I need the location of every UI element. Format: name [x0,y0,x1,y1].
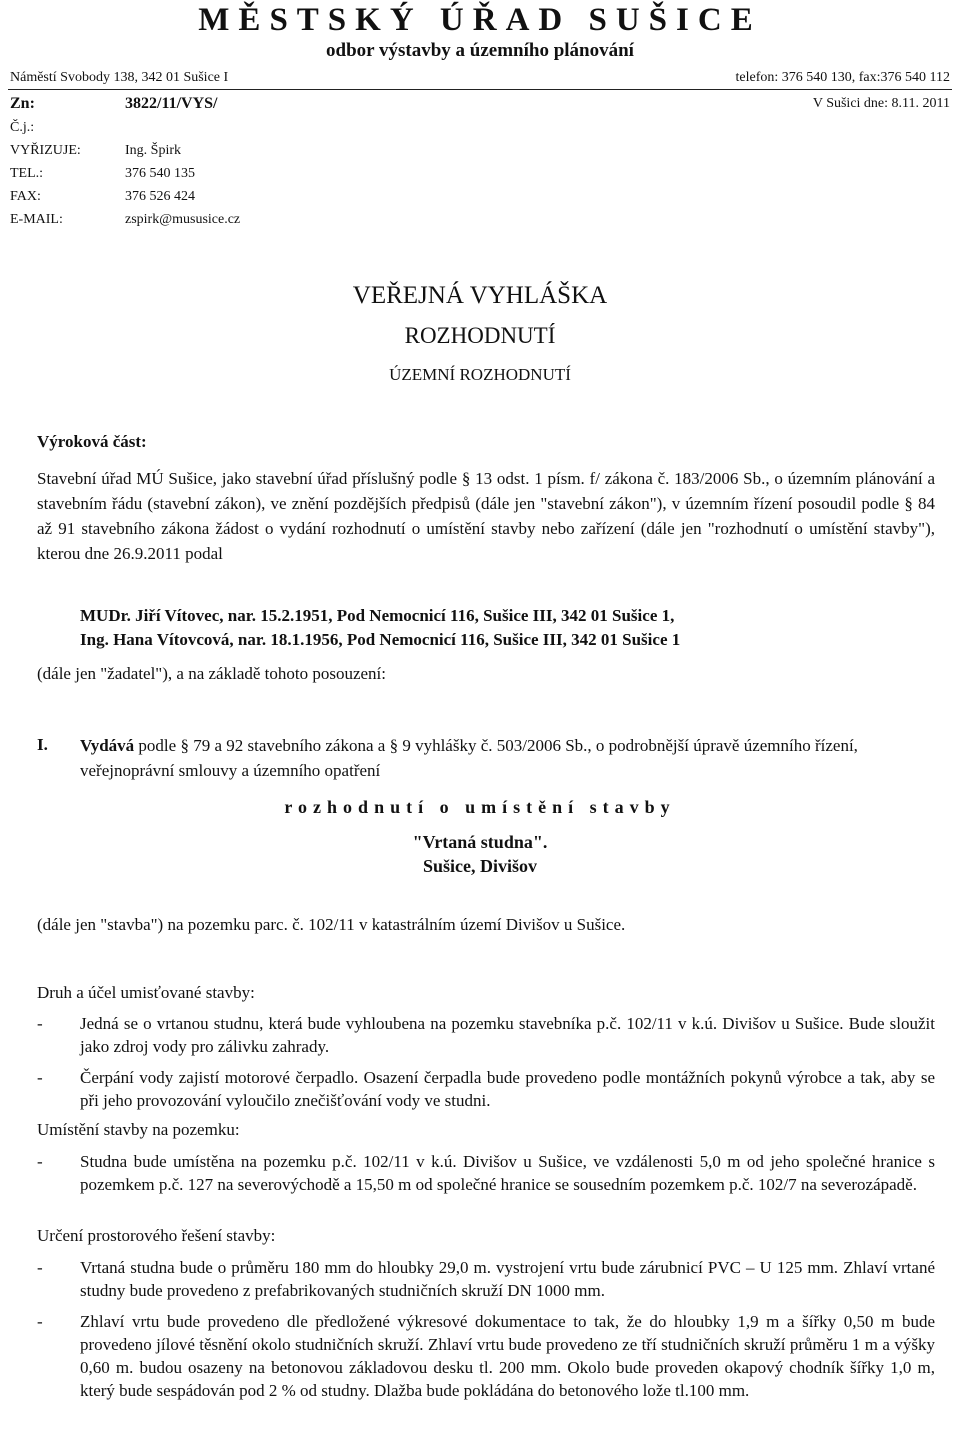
issue-date: V Sušici dne: 8.11. 2011 [812,96,950,111]
verdict-heading: Výroková část: [37,432,147,451]
list-bullet: - [37,1068,43,1087]
type-item-2: Čerpání vody zajistí motorové čerpadlo. Osazení čerpadla bude provedeno podle montážních pokynů výrobce a tak, aby se při jeho provozování vyloučilo znečišťování vody ve studni. [80,1068,935,1110]
public-notice-title: VEŘEJNÁ VYHLÁŠKA [352,282,608,309]
email-label: E-MAIL: [10,212,63,227]
header-divider [8,89,952,90]
department-name: odbor výstavby a územního plánování [326,40,634,61]
tel-value: 376 540 135 [125,166,195,181]
list-bullet: - [37,1258,43,1277]
parcel-note: (dále jen "stavba") na pozemku parc. č. 102/11 v katastrálním území Divišov u Sušice. [37,915,626,934]
applicant-note: (dále jen "žadatel"), a na základě tohoto posouzení: [37,664,387,683]
zn-label: Zn: [10,95,35,112]
office-phone-fax: telefon: 376 540 130, fax:376 540 112 [735,70,950,85]
applicant-1: MUDr. Jiří Vítovec, nar. 15.2.1951, Pod Nemocnicí 116, Sušice III, 342 01 Sušice 1, [80,606,675,625]
decision-spaced-heading: rozhodnutí o umístění stavby [284,797,676,817]
verdict-intro: Stavební úřad MÚ Sušice, jako stavební úřad příslušný podle § 13 odst. 1 písm. f/ zákona č. 183/2006 Sb., o územním plánování a stavebním řádu (stavební zákon), ve znění pozdějších předpisů (dále jen "stavební zákon"), v územním řízení posoudil podle § 84 až 91 stavebního zákona žádost o vydání rozhodnutí o umístění stavby nebo zařízení (dále jen "rozhodnutí o umístění stavby"), kterou dne 26.9.2011 podal [37,469,935,563]
spatial-item-1: Vrtaná studna bude o průměru 180 mm do hloubky 29,0 m. vystrojení vrtu bude zárubnicí PVC – U 125 mm. Zhlaví vrtané studny bude provedeno z prefabrikovaných studničních skruží DN 1000 mm. [80,1258,935,1300]
office-title: MĚSTSKÝ ÚŘAD SUŠICE [198,2,762,38]
issues-text: podle § 79 a 92 stavebního zákona a § 9 vyhlášky č. 503/2006 Sb., o podrobnější úpravě územního řízení, veřejnoprávní smlouvy a územního opatření [80,736,858,780]
vyrizuje-label: VYŘIZUJE: [10,143,81,158]
list-bullet: - [37,1312,43,1331]
issues-word: Vydává [80,736,135,755]
zn-value: 3822/11/VYS/ [125,95,218,112]
email-value: zspirk@mususice.cz [125,212,241,227]
list-bullet: - [37,1152,43,1171]
tel-label: TEL.: [10,166,44,181]
issues-paragraph [80,733,935,783]
decision-title: ROZHODNUTÍ [404,323,556,348]
building-place: Sušice, Divišov [422,856,537,876]
list-bullet: - [37,1014,43,1033]
type-item-1: Jedná se o vrtanou studnu, která bude vyhloubena na pozemku stavebníka p.č. 102/11 v k.ú. Divišov u Sušice. Bude sloužit jako zdroj vody pro zálivku zahrady. [80,1014,935,1056]
type-heading: Druh a účel umisťované stavby: [37,983,255,1002]
placement-item-1: Studna bude umístěna na pozemku p.č. 102/11 v k.ú. Divišov u Sušice, ve vzdálenosti 5,0 m od jeho společné hranice s pozemkem p.č. 127 na severovýchodě a 15,50 m od společné hranice se sousedním pozemkem p.č. 102/7 na severozápadě. [80,1152,935,1194]
fax-value: 376 526 424 [125,189,195,204]
spatial-heading: Určení prostorového řešení stavby: [37,1226,276,1245]
fax-label: FAX: [10,189,41,204]
office-address: Náměstí Svobody 138, 342 01 Sušice I [10,70,229,85]
part-roman-numeral: I. [37,735,48,754]
vyrizuje-value: Ing. Špirk [125,143,181,158]
placement-heading: Umístění stavby na pozemku: [37,1120,240,1139]
spatial-item-2: Zhlaví vrtu bude provedeno dle předložené výkresové dokumentace to tak, že do hloubky 1,9 m a šířky 0,50 m bude provedeno jílové těsnění okolo studničních skruží. Zhlaví vrtu bude provedeno ze tří studničních skruží průměru 1 m a výšky 0,60 m. budou osazeny na betonovou základovou desku tl. 200 mm. Okolo bude proveden okapový chodník šířky 1,0 m, který bude sespádován pod 2 % od studny. Dlažba bude pokládána do betonového lože tl.100 mm. [80,1312,935,1400]
building-name: "Vrtaná studna". [412,832,548,852]
cj-label: Č.j.: [10,120,35,135]
applicant-2: Ing. Hana Vítovcová, nar. 18.1.1956, Pod Nemocnicí 116, Sušice III, 342 01 Sušice 1 [80,630,681,649]
territorial-decision-subtitle: ÚZEMNÍ ROZHODNUTÍ [389,365,571,384]
